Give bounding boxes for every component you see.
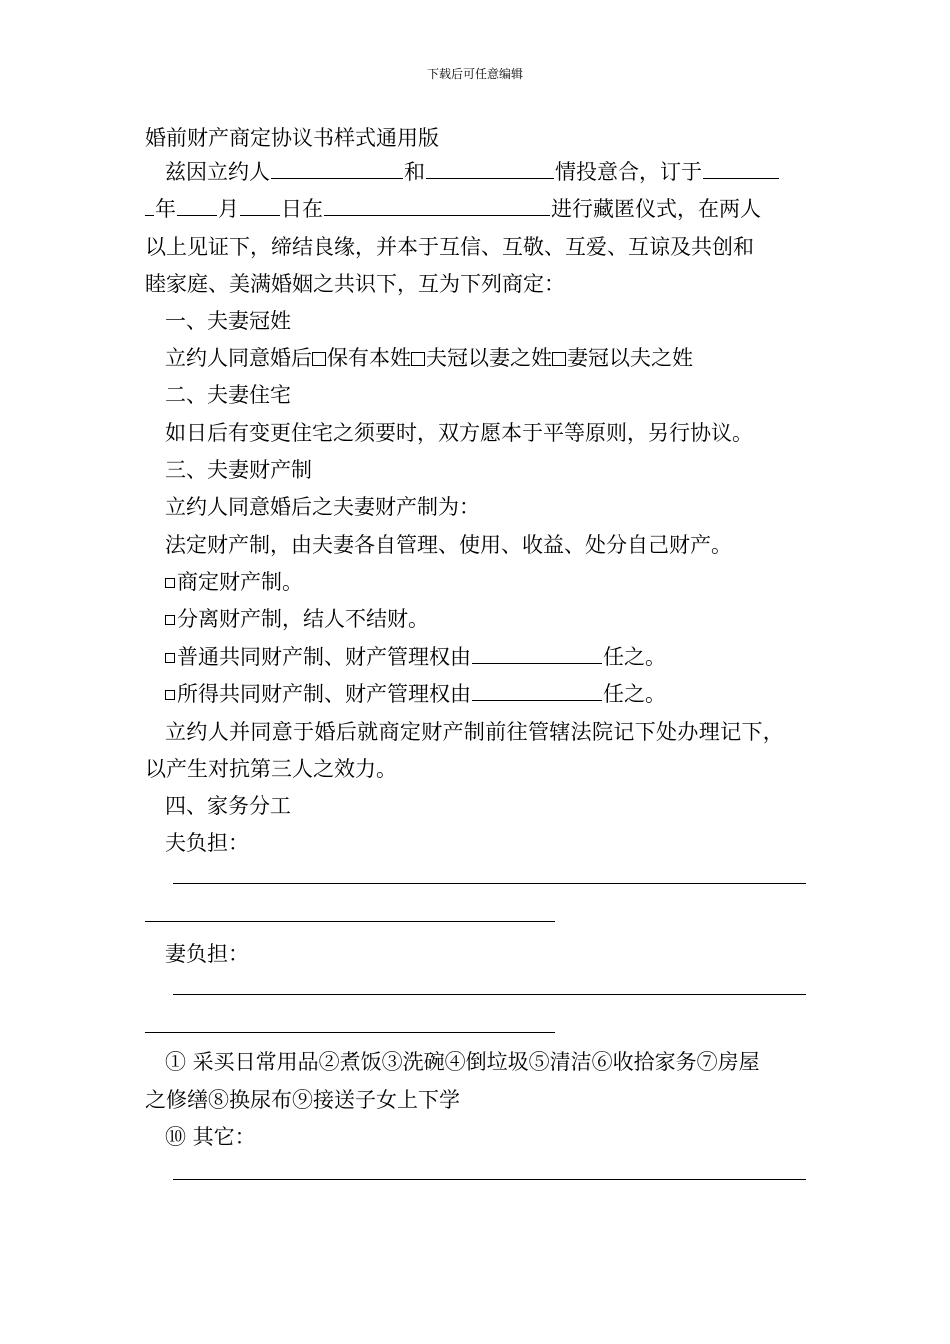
section-1-heading: 一、夫妻冠姓 (165, 309, 291, 333)
option-label: 商定财产制。 (177, 570, 303, 594)
section-4-heading: 四、家务分工 (165, 794, 291, 818)
option-label: 任之。 (603, 682, 666, 706)
checkbox[interactable] (165, 578, 175, 588)
section-2-heading: 二、夫妻住宅 (165, 383, 291, 407)
checkbox[interactable] (165, 615, 175, 625)
wife-duties-line-2[interactable] (145, 1032, 555, 1033)
legal-property-text: 法定财产制，由夫妻各自管理、使用、收益、处分自己财产。 (165, 533, 732, 557)
intro-line-2 (145, 196, 761, 222)
month-blank[interactable] (177, 196, 217, 216)
court-registration-line-2: 以产生对抗第三人之效力。 (145, 757, 397, 781)
year-blank-cont[interactable] (145, 196, 154, 216)
day-blank[interactable] (240, 196, 280, 216)
intro-line-4: 睦家庭、美满婚姻之共识下，互为下列商定： (145, 272, 565, 296)
checkbox[interactable] (165, 653, 175, 663)
checkbox[interactable] (165, 690, 175, 700)
surname-option-keep: 保有本姓 (327, 346, 411, 370)
wife-duties-line-1[interactable] (173, 994, 806, 995)
husband-duties-line-1[interactable] (173, 883, 806, 884)
surname-option-husband: 夫冠以妻之姓 (426, 346, 552, 370)
intro-text: 年 (155, 197, 176, 221)
intro-text: 进行藏匿仪式，在两人 (551, 197, 761, 221)
place-blank[interactable] (324, 196, 550, 216)
checkbox[interactable] (552, 352, 566, 366)
option-label: 任之。 (603, 645, 666, 669)
other-chores-label: ⑩ 其它： (165, 1125, 256, 1149)
page-header-note: 下载后可任意编辑 (426, 67, 523, 81)
intro-text: 情投意合，订于 (555, 160, 702, 184)
intro-line-1 (165, 159, 780, 185)
section-3-heading: 三、夫妻财产制 (165, 458, 312, 482)
surname-option-wife: 妻冠以夫之姓 (567, 346, 693, 370)
manager-blank[interactable] (472, 644, 602, 664)
intro-text: 兹因立约人 (165, 160, 270, 184)
year-blank[interactable] (703, 159, 779, 179)
chores-list-line-2: 之修缮⑧换尿布⑨接送子女上下学 (145, 1088, 460, 1112)
wife-duties-label: 妻负担： (165, 942, 249, 966)
option-label: 普通共同财产制、财产管理权由 (177, 645, 471, 669)
option-income-property (165, 681, 666, 707)
option-agreed-property (165, 569, 303, 595)
husband-duties-label: 夫负担： (165, 831, 249, 855)
surname-options (165, 345, 693, 371)
property-intro: 立约人同意婚后之夫妻财产制为： (165, 495, 480, 519)
option-label: 分离财产制，结人不结财。 (177, 607, 429, 631)
chores-list-line-1: ① 采买日常用品②煮饭③洗碗④倒垃圾⑤清洁⑥收拾家务⑦房屋 (165, 1050, 760, 1074)
husband-duties-line-2[interactable] (145, 921, 555, 922)
party-b-blank[interactable] (426, 159, 554, 179)
checkbox[interactable] (411, 352, 425, 366)
surname-prefix: 立约人同意婚后 (165, 346, 312, 370)
intro-text: 和 (404, 160, 425, 184)
checkbox[interactable] (312, 352, 326, 366)
intro-line-3: 以上见证下，缔结良缘，并本于互信、互敬、互爱、互谅及共创和 (145, 235, 754, 259)
option-separate-property (165, 606, 429, 632)
other-chores-line[interactable] (173, 1179, 806, 1180)
residence-text: 如日后有变更住宅之须要时，双方愿本于平等原则，另行协议。 (165, 421, 753, 445)
intro-text: 日在 (281, 197, 323, 221)
option-common-property (165, 644, 666, 670)
party-a-blank[interactable] (271, 159, 403, 179)
intro-text: 月 (218, 197, 239, 221)
document-title: 婚前财产商定协议书样式通用版 (145, 126, 439, 150)
option-label: 所得共同财产制、财产管理权由 (177, 682, 471, 706)
manager-blank[interactable] (472, 681, 602, 701)
court-registration-line-1: 立约人并同意于婚后就商定财产制前往管辖法院记下处办理记下， (165, 720, 785, 744)
